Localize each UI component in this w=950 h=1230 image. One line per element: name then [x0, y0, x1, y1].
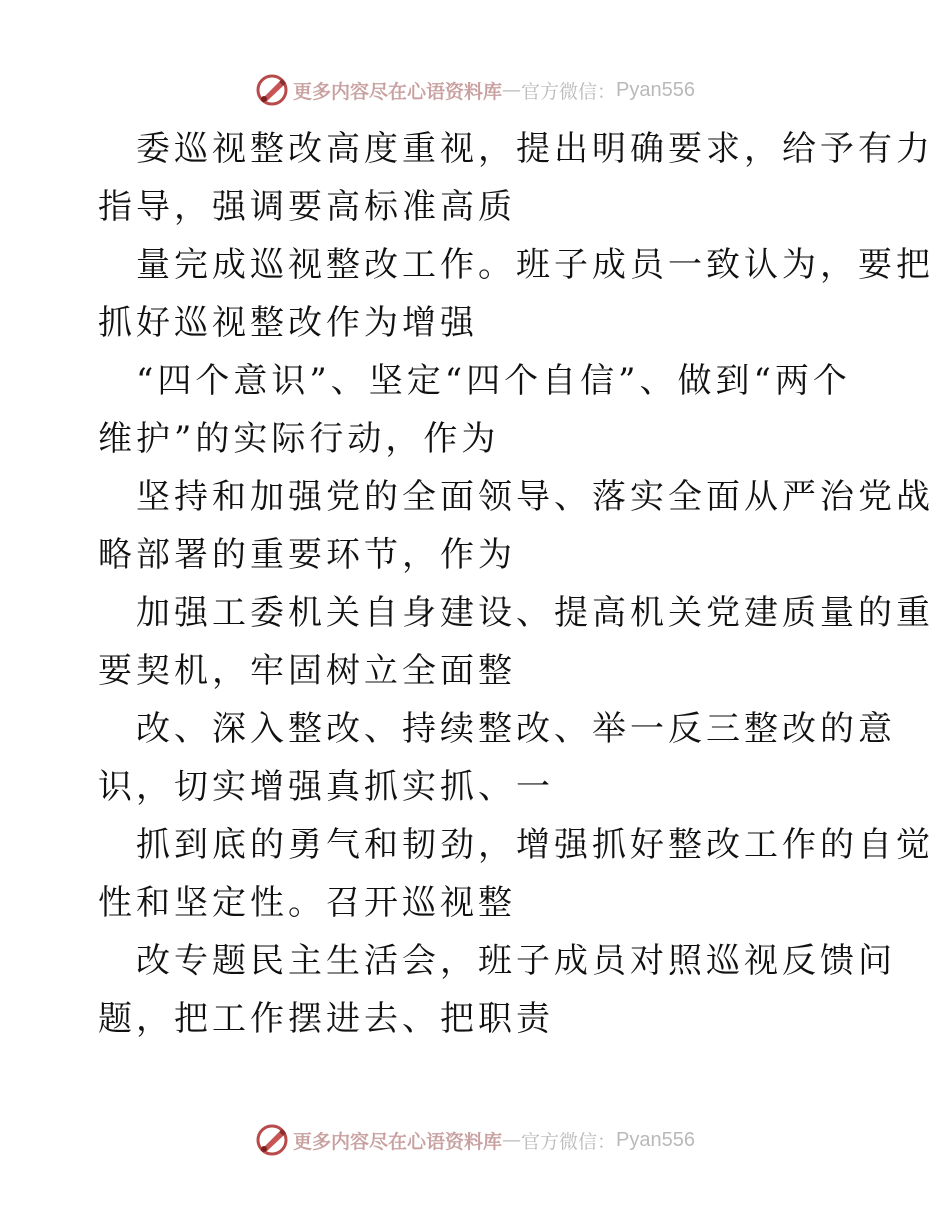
text-line: 委巡视整改高度重视，提出明确要求，给予有力: [136, 129, 934, 169]
header-watermark: [0, 70, 950, 110]
watermark-site-text: 更多内容尽在心语资料库: [293, 80, 503, 103]
pen-circle-icon: [255, 1123, 289, 1157]
text-line: “四个意识”、坚定“四个自信”、做到“两个: [136, 361, 851, 401]
text-line: 指导，强调要高标准高质: [98, 187, 516, 227]
text-line: 略部署的重要环节，作为: [98, 535, 516, 575]
text-line: 改、深入整改、持续整改、举一反三整改的意: [136, 709, 896, 749]
text-line: 加强工委机关自身建设、提高机关党建质量的重: [136, 593, 934, 633]
watermark-separator: —: [502, 79, 522, 101]
text-line: 抓到底的勇气和韧劲，增强抓好整改工作的自觉: [136, 825, 934, 865]
document-body: [98, 120, 934, 1048]
text-line: 抓好巡视整改作为增强: [98, 303, 478, 343]
text-line: 要契机，牢固树立全面整: [98, 651, 516, 691]
watermark-wechat-id: Pyan556: [616, 78, 695, 101]
text-line: 题，把工作摆进去、把职责: [98, 999, 554, 1039]
text-line: 量完成巡视整改工作。班子成员一致认为，要把: [136, 245, 934, 285]
text-line: 维护”的实际行动，作为: [98, 419, 500, 459]
watermark-wechat-label: 官方微信：: [521, 1130, 617, 1153]
text-line: 坚持和加强党的全面领导、落实全面从严治党战: [136, 477, 934, 517]
footer-watermark: [0, 1120, 950, 1160]
text-line: 性和坚定性。召开巡视整: [98, 883, 516, 923]
watermark-wechat-label: 官方微信：: [521, 80, 617, 103]
text-line: 改专题民主生活会，班子成员对照巡视反馈问: [136, 941, 896, 981]
watermark-site-text: 更多内容尽在心语资料库: [293, 1130, 503, 1153]
pen-circle-icon: [255, 73, 289, 107]
text-line: 识，切实增强真抓实抓、一: [98, 767, 554, 807]
watermark-wechat-id: Pyan556: [616, 1128, 695, 1151]
watermark-separator: —: [502, 1129, 522, 1151]
